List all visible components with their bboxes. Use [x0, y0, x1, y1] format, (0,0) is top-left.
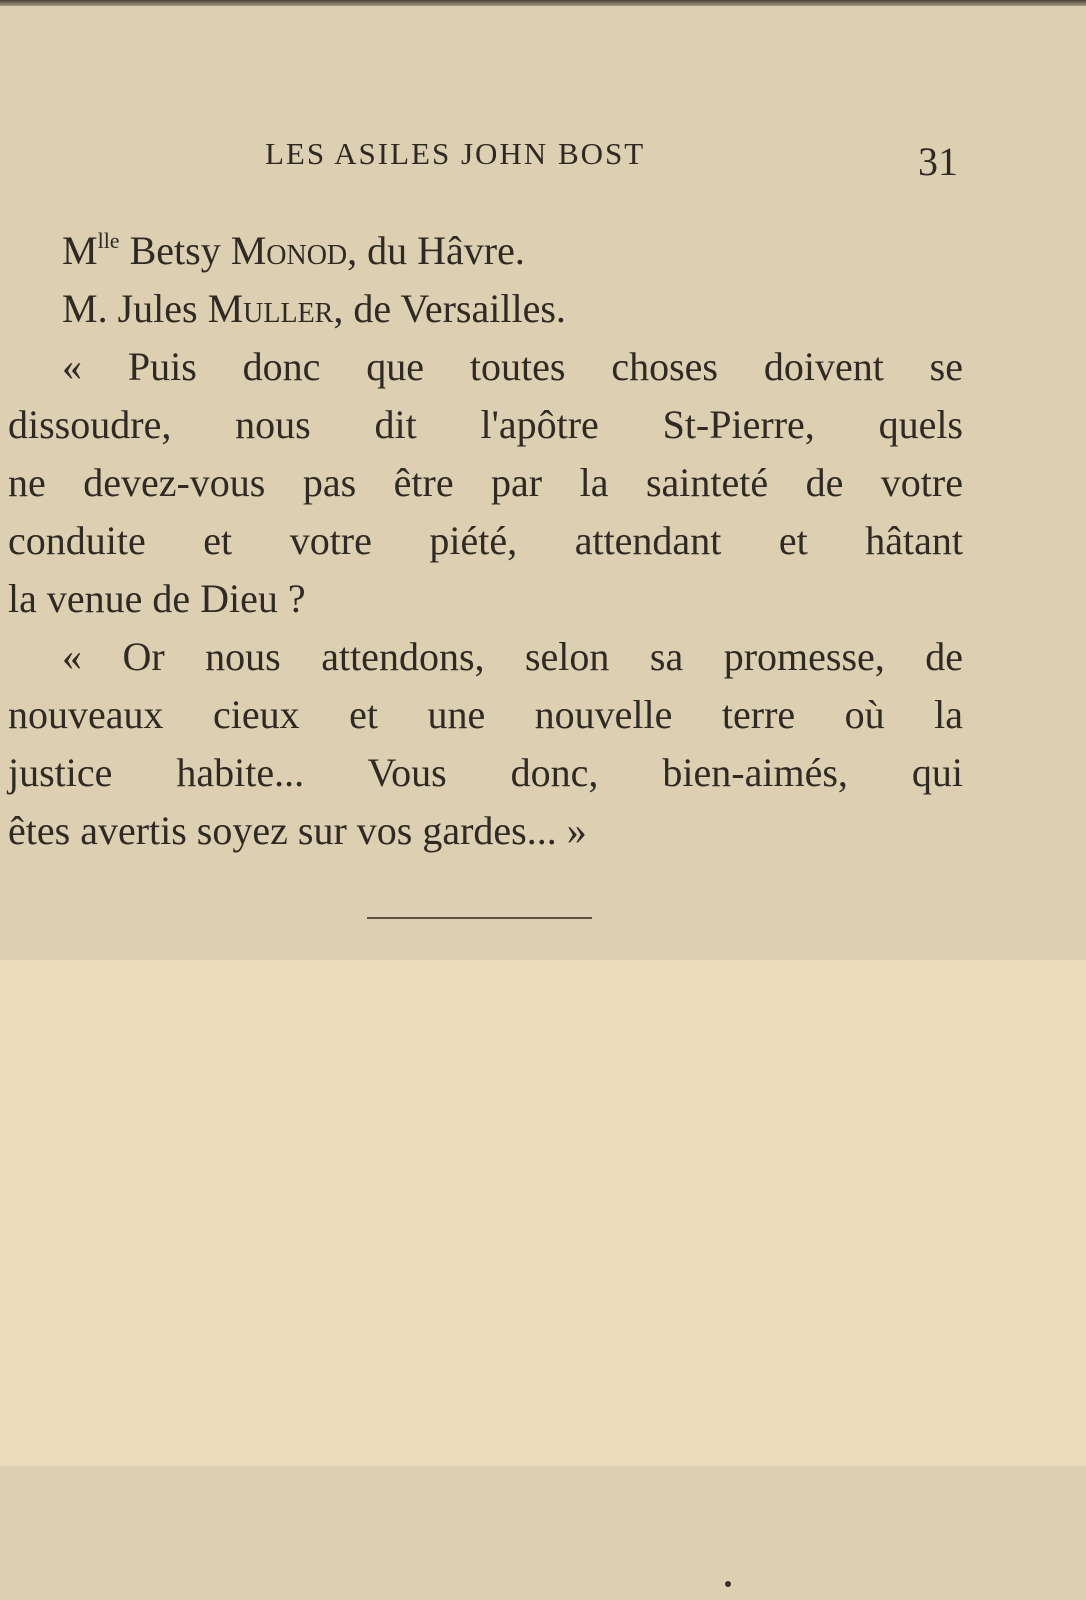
- surname-muller: Muller: [207, 286, 334, 331]
- surname-monod: Monod: [230, 228, 348, 273]
- text-line: nouveaux cieux et une nouvelle terre où la: [8, 692, 963, 737]
- text-line: la venue de Dieu ?: [8, 576, 306, 621]
- page-number: 31: [918, 139, 958, 184]
- text-line: « Puis donc que toutes choses doivent se: [62, 344, 963, 389]
- place-versailles: , de Versailles.: [333, 286, 566, 331]
- text-line: ne devez-vous pas être par la sainteté de votre: [8, 460, 963, 505]
- ink-speck: [725, 1581, 731, 1587]
- scan-blank-band: [0, 960, 1086, 1466]
- section-end-rule: [367, 917, 592, 919]
- running-title: LES ASILES JOHN BOST: [265, 136, 646, 171]
- text-line: « Or nous attendons, selon sa promesse, de: [62, 634, 963, 679]
- text-line: conduite et votre piété, attendant et hâtant: [8, 518, 963, 563]
- honorific-superscript: lle: [97, 227, 120, 253]
- text-line-muller: [8, 280, 963, 338]
- text-line: justice habite... Vous donc, bien-aimés, qui: [8, 750, 963, 795]
- text-line: êtes avertis soyez sur vos gardes... »: [8, 808, 587, 853]
- body-text: [8, 222, 963, 860]
- name-prefix: M. Jules: [62, 286, 208, 331]
- honorific: M: [62, 228, 98, 273]
- given-name: Betsy: [119, 228, 231, 273]
- running-head: [0, 128, 1086, 184]
- page-top-edge: [0, 0, 1086, 6]
- place-havre: , du Hâvre.: [347, 228, 525, 273]
- text-line: dissoudre, nous dit l'apôtre St-Pierre, quels: [8, 402, 963, 447]
- text-line-monod: [8, 222, 963, 280]
